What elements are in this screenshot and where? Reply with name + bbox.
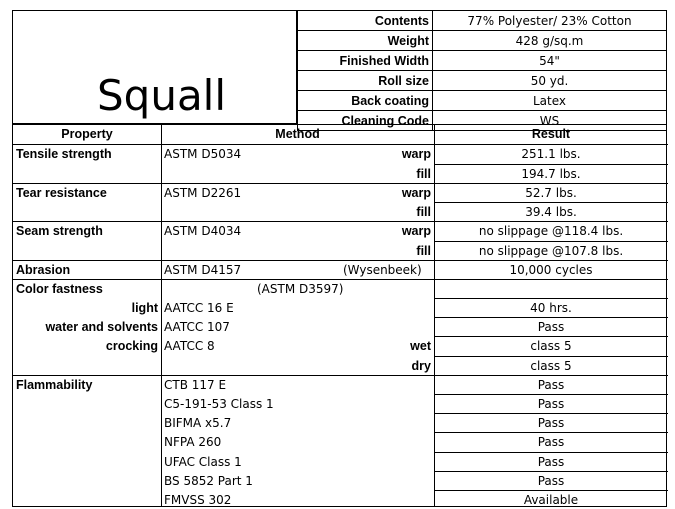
method-value: AATCC 8 (164, 339, 215, 353)
result-value: Pass (537, 416, 565, 430)
spec-value: 77% Polyester/ 23% Cotton (433, 11, 667, 31)
result-value: Pass (537, 378, 565, 392)
direction-label: fill (416, 205, 431, 219)
header-method: Method (275, 127, 320, 141)
direction-label: wet (410, 339, 431, 353)
method-note: (ASTM D3597) (257, 282, 344, 296)
method-value: CTB 117 E (164, 378, 227, 392)
method-value: ASTM D5034 (164, 147, 242, 161)
spec-label: Cleaning Code (298, 111, 433, 131)
spec-value: Latex (433, 91, 667, 111)
spec-row (298, 31, 667, 51)
method-value: ASTM D2261 (164, 186, 242, 200)
result-value: Pass (537, 320, 565, 334)
result-value: 251.1 lbs. (521, 147, 581, 161)
direction-label: dry (411, 359, 431, 373)
spec-label: Finished Width (298, 51, 433, 71)
sub-property-label: water and solvents (45, 320, 158, 334)
results-table (12, 124, 667, 507)
result-value: 194.7 lbs. (521, 167, 581, 181)
method-value: UFAC Class 1 (164, 455, 242, 469)
result-value: class 5 (530, 339, 572, 353)
method-value: ASTM D4034 (164, 224, 242, 238)
method-note: (Wysenbeek) (343, 263, 422, 277)
result-value: Pass (537, 474, 565, 488)
method-value: ASTM D4157 (164, 263, 242, 277)
result-value: Pass (537, 455, 565, 469)
sub-property-label: crocking (105, 339, 158, 353)
direction-label: warp (401, 147, 431, 161)
spec-sheet (12, 10, 667, 507)
result-value: Pass (537, 397, 565, 411)
property-label: Color fastness (16, 282, 103, 296)
result-value: Pass (537, 435, 565, 449)
spec-table (297, 10, 667, 131)
method-value: BS 5852 Part 1 (164, 474, 253, 488)
result-value: 52.7 lbs. (525, 186, 577, 200)
property-label: Abrasion (16, 263, 71, 277)
property-label: Seam strength (16, 224, 103, 238)
spec-row (298, 11, 667, 31)
result-value: 40 hrs. (530, 301, 572, 315)
spec-row (298, 51, 667, 71)
direction-label: fill (416, 167, 431, 181)
direction-label: warp (401, 224, 431, 238)
spec-row (298, 71, 667, 91)
method-value: BIFMA x5.7 (164, 416, 232, 430)
title-cell (12, 10, 297, 124)
product-name: Squall (97, 71, 227, 120)
spec-row (298, 91, 667, 111)
result-value: no slippage @118.4 lbs. (478, 224, 624, 238)
spec-label: Weight (298, 31, 433, 51)
spec-value: 54" (433, 51, 667, 71)
spec-value: 50 yd. (433, 71, 667, 91)
direction-label: fill (416, 244, 431, 258)
spec-label: Contents (298, 11, 433, 31)
header-property: Property (61, 127, 113, 141)
method-value: C5-191-53 Class 1 (164, 397, 274, 411)
result-value: 10,000 cycles (509, 263, 593, 277)
method-value: NFPA 260 (164, 435, 222, 449)
method-value: AATCC 107 (164, 320, 230, 334)
spec-label: Roll size (298, 71, 433, 91)
result-value: class 5 (530, 359, 572, 373)
result-value: 39.4 lbs. (525, 205, 577, 219)
method-value: FMVSS 302 (164, 493, 232, 507)
spec-label: Back coating (298, 91, 433, 111)
property-label: Tear resistance (16, 186, 107, 200)
spec-value: WS (433, 111, 667, 131)
result-value: Available (523, 493, 579, 507)
method-value: AATCC 16 E (164, 301, 234, 315)
property-label: Tensile strength (16, 147, 112, 161)
spec-value: 428 g/sq.m (433, 31, 667, 51)
result-value: no slippage @107.8 lbs. (478, 244, 624, 258)
property-label: Flammability (16, 378, 93, 392)
sub-property-label: light (131, 301, 158, 315)
direction-label: warp (401, 186, 431, 200)
header-result: Result (531, 127, 571, 141)
